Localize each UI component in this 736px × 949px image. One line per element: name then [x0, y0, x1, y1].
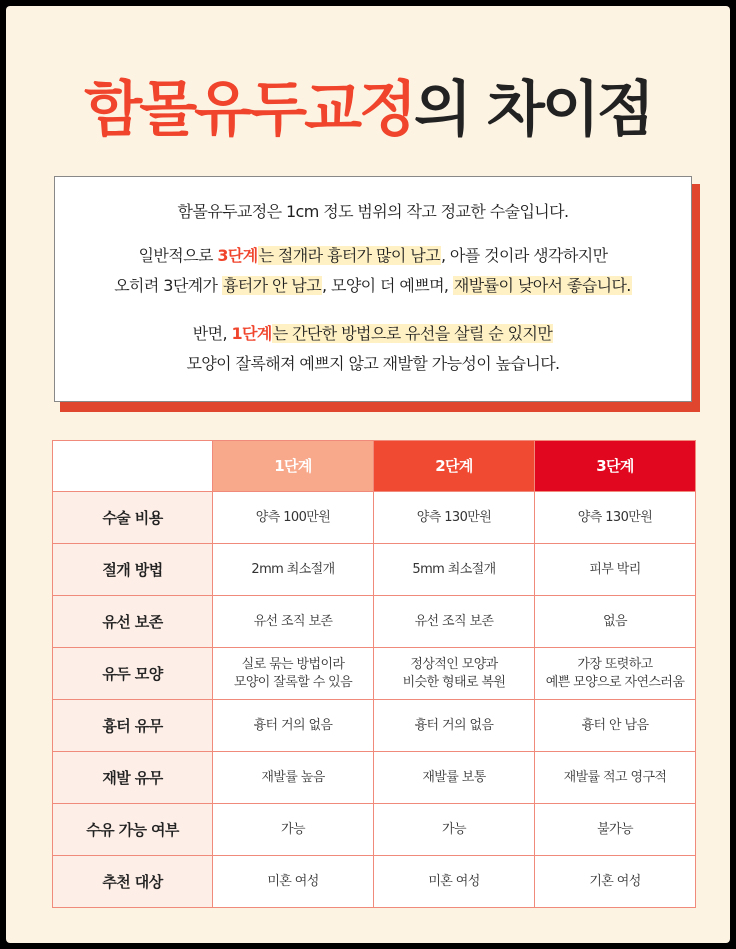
table-cell	[535, 492, 696, 544]
intro-line-3-pre: 오히려 3단계가	[114, 276, 222, 295]
intro-line-1: 함몰유두교정은 1cm 정도 범위의 작고 정교한 수술입니다.	[177, 202, 569, 221]
table-cell	[374, 856, 535, 908]
table-cell	[535, 752, 696, 804]
table-row	[53, 804, 696, 856]
table-cell	[535, 700, 696, 752]
cell-text-line: 흉터 거의 없음	[253, 717, 333, 733]
table-cell	[535, 544, 696, 596]
header-stage-2: 2단계	[374, 441, 535, 492]
table-cell	[535, 804, 696, 856]
cell-text-line: 흉터 거의 없음	[414, 717, 494, 733]
row-label: 유두 모양	[53, 648, 213, 700]
intro-line-2-emphasis: 3단계	[217, 246, 258, 265]
table-cell	[374, 544, 535, 596]
cell-text-line: 피부 박리	[589, 561, 641, 577]
row-label: 절개 방법	[53, 544, 213, 596]
table-cell	[213, 752, 374, 804]
table-cell	[213, 856, 374, 908]
header-stage-1: 1단계	[213, 441, 374, 492]
cell-text-line: 유선 조직 보존	[414, 613, 494, 629]
cell-text-line: 기혼 여성	[589, 873, 641, 889]
table-cell	[213, 544, 374, 596]
cell-text-line: 5mm 최소절개	[412, 561, 496, 577]
cell-text-line: 가능	[281, 821, 305, 837]
intro-line-2-post: , 아플 것이라 생각하지만	[440, 246, 608, 265]
row-label: 유선 보존	[53, 596, 213, 648]
cell-text-line: 재발률 높음	[261, 769, 325, 785]
table-cell	[374, 648, 535, 700]
cell-text-line: 예쁜 모양으로 자연스러움	[545, 674, 685, 690]
table-cell	[374, 492, 535, 544]
cell-text-line: 양측 130만원	[416, 509, 492, 525]
cell-text-line: 실로 묶는 방법이라	[241, 656, 345, 672]
page-frame	[6, 6, 730, 943]
table-cell	[374, 700, 535, 752]
table-row	[53, 596, 696, 648]
intro-line-2-highlight: 는 절개라 흉터가 많이 남고	[258, 246, 440, 265]
table-corner-cell	[53, 441, 213, 492]
cell-text-line: 가능	[442, 821, 466, 837]
cell-text-line: 가장 또렷하고	[577, 656, 653, 672]
intro-line-4-pre: 반면,	[192, 324, 232, 343]
cell-text-line: 재발률 적고 영구적	[563, 769, 667, 785]
row-label: 추천 대상	[53, 856, 213, 908]
header-stage-3: 3단계	[535, 441, 696, 492]
intro-box	[54, 176, 692, 402]
table-cell	[213, 700, 374, 752]
table-row	[53, 544, 696, 596]
intro-line-4-emphasis: 1단계	[231, 324, 272, 343]
intro-line-3	[55, 270, 691, 302]
table-row	[53, 700, 696, 752]
page-title	[6, 74, 730, 146]
cell-text-line: 재발률 보통	[422, 769, 486, 785]
table-cell	[535, 648, 696, 700]
intro-line-3-mid: , 모양이 더 예쁘며,	[322, 276, 453, 295]
intro-line-4-highlight: 는 간단한 방법으로 유선을 살릴 순 있지만	[272, 324, 553, 343]
table-cell	[535, 856, 696, 908]
table-cell	[213, 648, 374, 700]
cell-text-line: 유선 조직 보존	[253, 613, 333, 629]
table-cell	[213, 492, 374, 544]
table-row	[53, 752, 696, 804]
row-label: 수유 가능 여부	[53, 804, 213, 856]
table-cell	[374, 752, 535, 804]
cell-text-line: 모양이 잘록할 수 있음	[233, 674, 353, 690]
row-label: 수술 비용	[53, 492, 213, 544]
comparison-table	[52, 440, 696, 908]
intro-line-3-highlight-1: 흉터가 안 남고	[222, 276, 321, 295]
table-row	[53, 648, 696, 700]
row-label: 재발 유무	[53, 752, 213, 804]
intro-line-3-highlight-2: 재발률이 낮아서 좋습니다.	[453, 276, 631, 295]
cell-text-line: 2mm 최소절개	[251, 561, 335, 577]
cell-text-line: 흉터 안 남음	[581, 717, 649, 733]
table-cell	[374, 804, 535, 856]
table-cell	[374, 596, 535, 648]
cell-text-line: 양측 130만원	[577, 509, 653, 525]
intro-line-2	[55, 240, 691, 272]
cell-text-line: 미혼 여성	[267, 873, 319, 889]
cell-text-line: 정상적인 모양과	[410, 656, 498, 672]
intro-line-4	[55, 318, 691, 350]
cell-text-line: 불가능	[597, 821, 633, 837]
title-accent: 함몰유두교정	[84, 75, 415, 145]
cell-text-line: 양측 100만원	[255, 509, 331, 525]
table-header-row	[53, 441, 696, 492]
table-row	[53, 856, 696, 908]
table-cell	[213, 596, 374, 648]
intro-line-2-pre: 일반적으로	[138, 246, 218, 265]
cell-text-line: 미혼 여성	[428, 873, 480, 889]
intro-line-5: 모양이 잘록해져 예쁘지 않고 재발할 가능성이 높습니다.	[186, 354, 560, 373]
table-cell	[213, 804, 374, 856]
cell-text-line: 비슷한 형태로 복원	[402, 674, 506, 690]
table-cell	[535, 596, 696, 648]
table-row	[53, 492, 696, 544]
cell-text-line: 없음	[603, 613, 627, 629]
title-rest: 의 차이점	[414, 75, 652, 145]
row-label: 흉터 유무	[53, 700, 213, 752]
